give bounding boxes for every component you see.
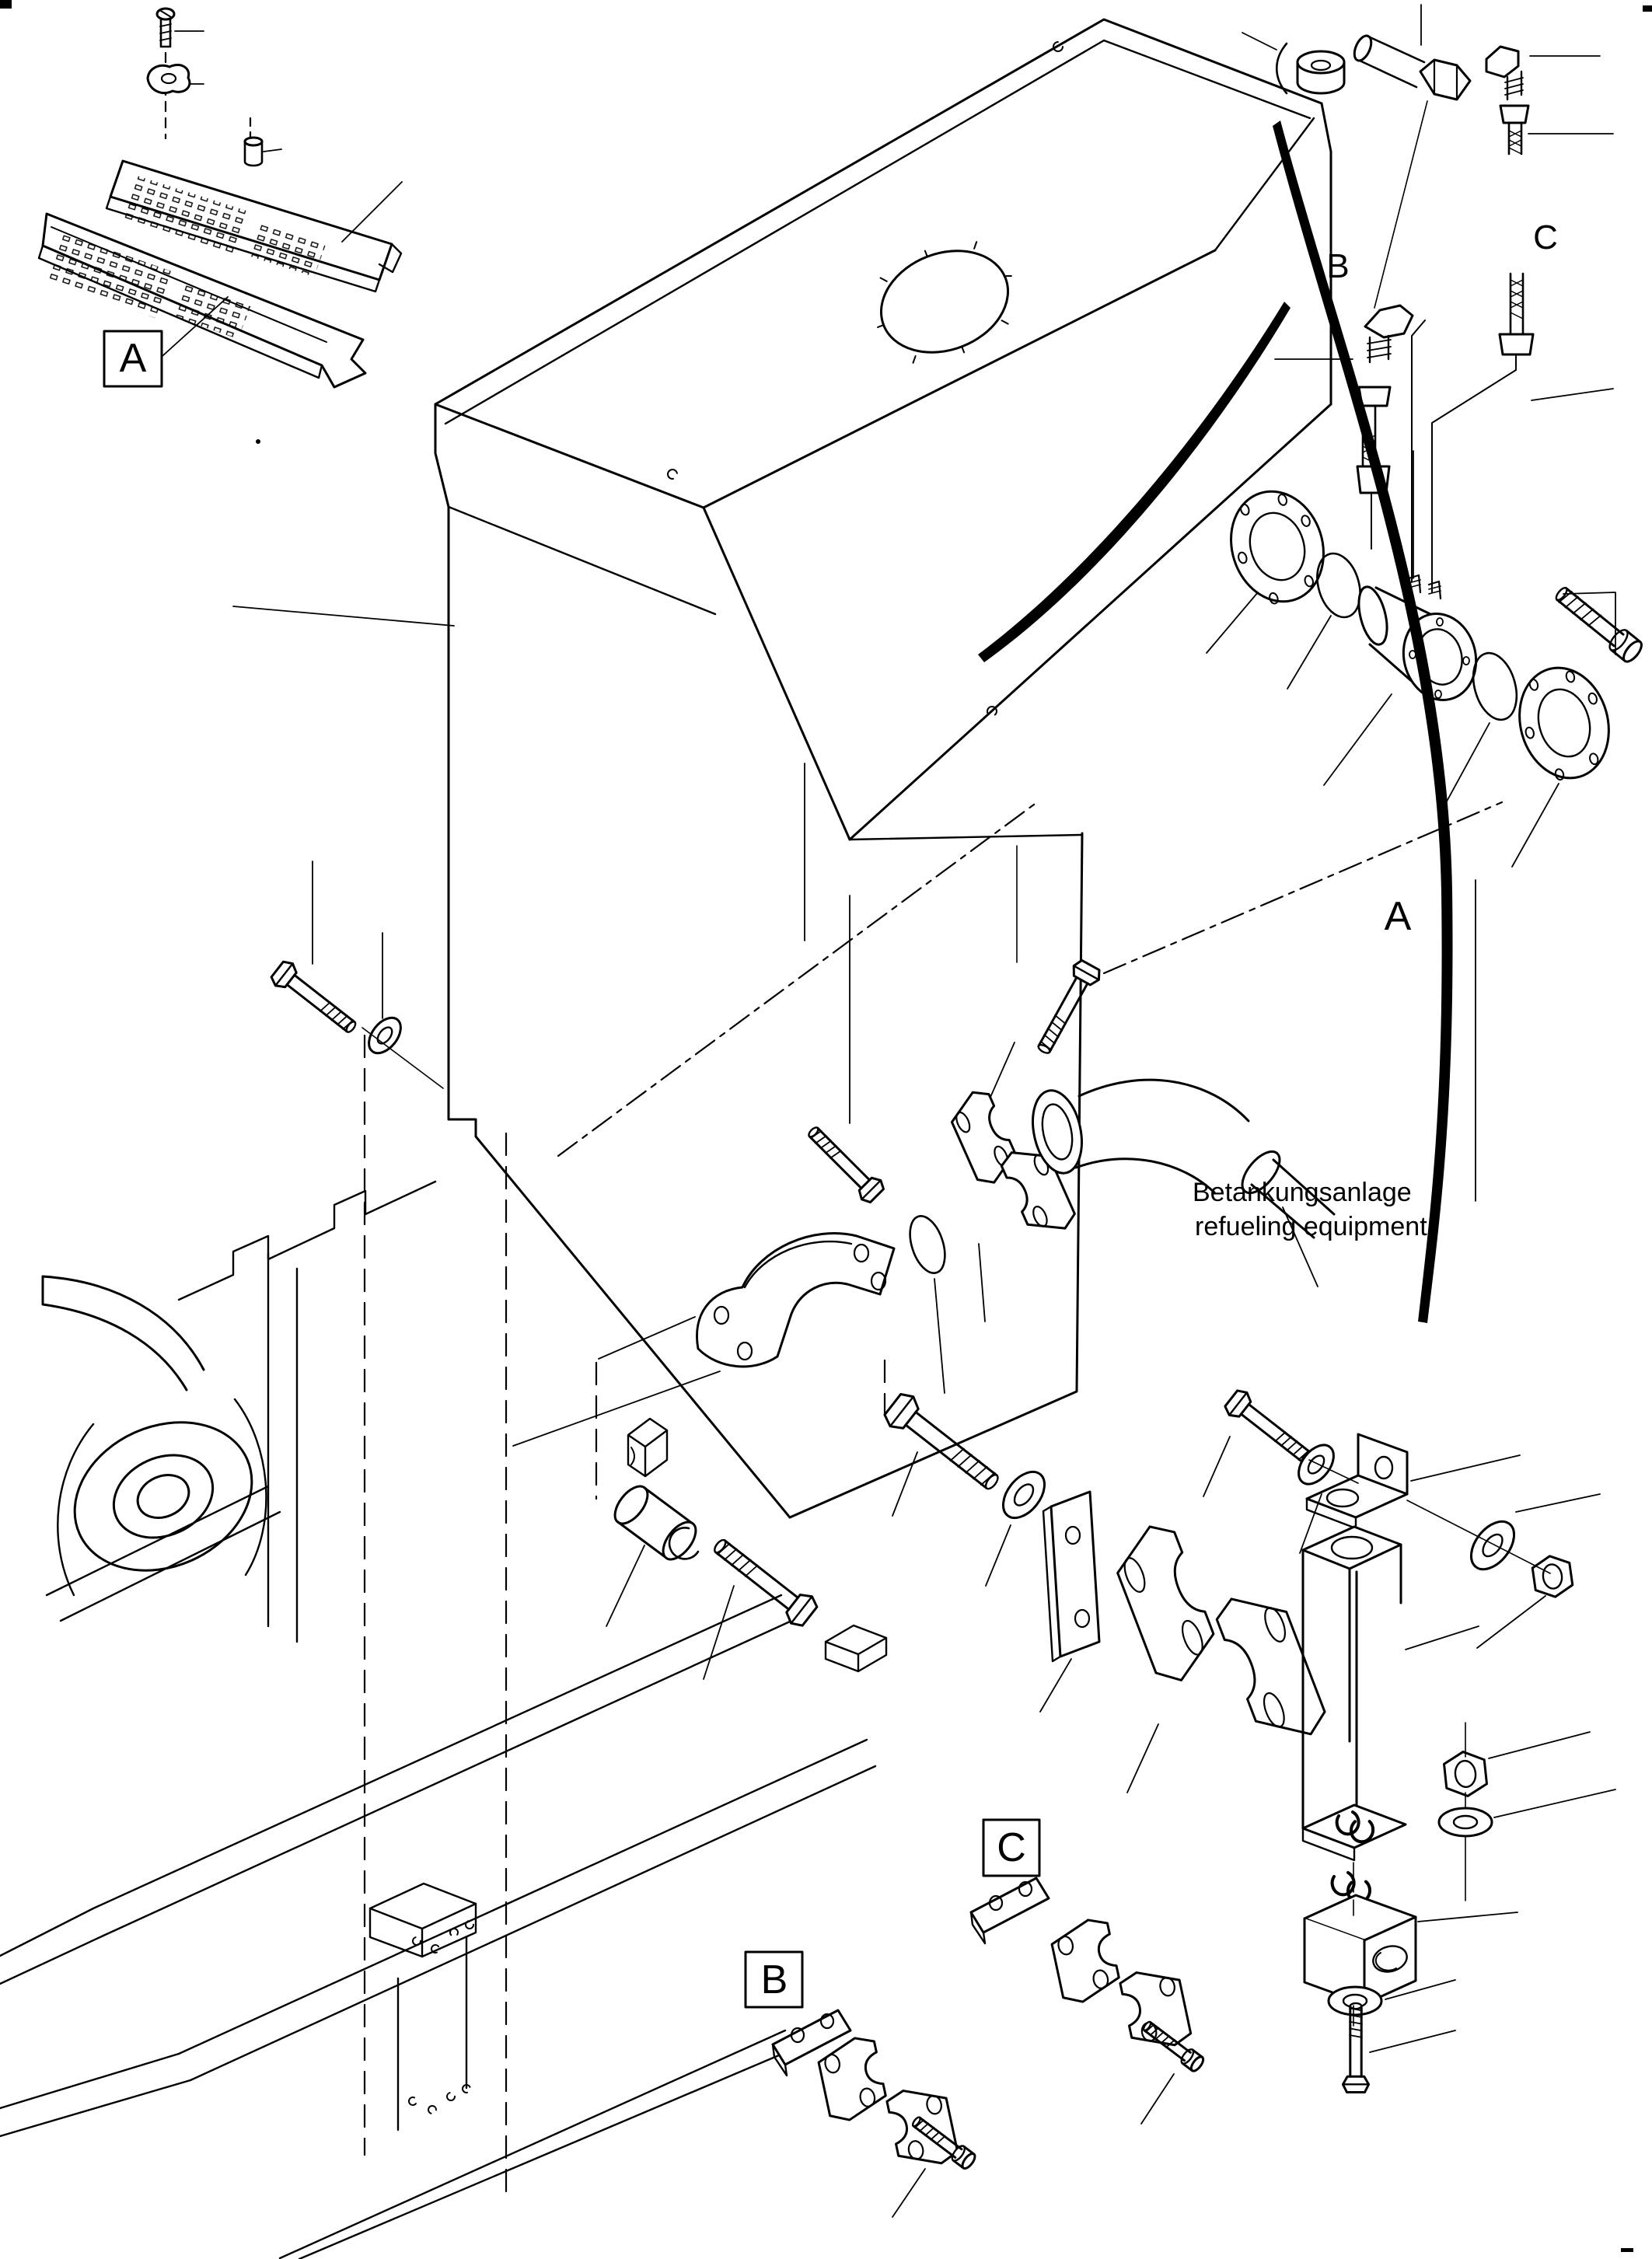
mount-block-1: [628, 1419, 667, 1476]
clamp-half-right: [1212, 1582, 1331, 1751]
rail-block: [370, 1884, 476, 1957]
routing-arc-right: [1273, 120, 1453, 1323]
mount-block-2: [826, 1625, 886, 1671]
slotted-screw: [157, 9, 174, 47]
annotation-refueling: [1193, 1178, 1427, 1241]
spacer-bushing: [609, 1481, 702, 1566]
annotation-line-de: Betankungsanlage: [1193, 1178, 1412, 1207]
spacer-sleeve: [245, 138, 262, 166]
cap-nut-leader: [1242, 33, 1277, 50]
washer-2: [1292, 1439, 1341, 1491]
hex-bolt: [707, 1531, 820, 1629]
frame-rails: [0, 1595, 875, 2259]
clip-nut: [148, 65, 190, 93]
clamp-half-b: [885, 2083, 959, 2172]
clamp-bolt-2-leader: [1203, 1437, 1230, 1496]
detail-label-b-text: B: [760, 1957, 788, 2002]
clamp-bolt-b-leader: [892, 2169, 925, 2217]
detail-b-group: [746, 1952, 977, 2217]
frame-notch-profile: [179, 1182, 435, 1300]
flange-left-leader: [1207, 592, 1258, 653]
axis-line: [362, 1028, 443, 1088]
spacer-leader: [606, 1545, 644, 1626]
hex-bolt-vertical-leader: [1370, 2030, 1455, 2052]
hex-bolt-vertical: [1343, 2003, 1368, 2092]
clamp-half-b: [816, 2034, 889, 2124]
channel-bracket-assembly: [1303, 1527, 1615, 2092]
o-ring-small: [903, 1212, 952, 1278]
detail-label-a-box: [104, 331, 162, 386]
clamp-bolt-c-leader: [1141, 2074, 1174, 2124]
cover-plate: [1043, 1492, 1099, 1661]
clamp-bolt-1-leader: [892, 1452, 917, 1516]
dot-mark: [256, 439, 260, 444]
hose-c-lower: [1500, 274, 1533, 354]
tank-callout-leader: [233, 606, 454, 626]
spacer-bolt-assembly: [606, 1419, 886, 1679]
o-ring-1-leader: [1287, 616, 1331, 689]
washer-3-leader: [1516, 1494, 1600, 1512]
elbow-fitting-b: [1365, 306, 1413, 362]
flange-right: [1507, 657, 1621, 788]
clamp-half-c: [1049, 1916, 1123, 2006]
plate-upper-leader: [342, 182, 402, 242]
clamp-plate-c: [971, 1878, 1049, 1943]
o-ring-2-leader: [1443, 723, 1490, 808]
hose-b-label: B: [1326, 247, 1350, 285]
straight-fitting: [1351, 33, 1424, 87]
hex-nut-1-leader: [1477, 1596, 1545, 1648]
washer-1-leader: [986, 1525, 1011, 1586]
flange-right-leader: [1512, 784, 1559, 867]
fender-curve: [43, 1276, 204, 1390]
washer-4-leader: [1494, 1789, 1615, 1817]
hex-bolt: [269, 958, 362, 1040]
pipe-clamp-leader: [979, 1244, 985, 1322]
elbow-flange-assembly: [513, 846, 1334, 1446]
elbow-bolt-upper: [1030, 958, 1103, 1059]
elbow-flange-leader-2: [513, 1371, 720, 1446]
hex-nut-2-leader: [1489, 1732, 1590, 1758]
hose-c-routing: [1432, 356, 1516, 592]
tank-mount-bolt-left: [269, 861, 443, 1088]
hose-c-upper: [1500, 106, 1528, 154]
channel-leader: [1406, 1626, 1479, 1650]
step-plate-assembly: [39, 9, 402, 387]
section-view-label: A: [1384, 894, 1412, 939]
spacer-leader: [264, 149, 281, 152]
hose-c-label: C: [1533, 218, 1558, 257]
valve-leader: [1324, 694, 1392, 785]
elbow-flange-leader-1: [599, 1317, 695, 1359]
cap-nut: [1277, 44, 1344, 93]
pipe-clamp-cluster: [881, 1388, 1600, 1793]
annotation-line-en: refueling equipment: [1195, 1212, 1427, 1241]
section-plane: [558, 763, 1502, 1201]
flange-bolt-long: [1551, 582, 1644, 665]
cover-plate-leader: [1040, 1659, 1071, 1712]
union-axis: [1374, 101, 1427, 308]
angle-block-leader: [1418, 1912, 1518, 1922]
angle-bracket-leader: [1411, 1455, 1520, 1481]
washer-5: [1329, 1987, 1381, 2015]
detail-c-group: [971, 1820, 1206, 2124]
o-ring-small-leader: [934, 1279, 945, 1393]
wheel-hub: [51, 1395, 276, 1597]
union-block: [1420, 60, 1470, 100]
hex-nut-1: [1532, 1554, 1574, 1600]
washer-3: [1462, 1514, 1522, 1577]
elbow-bolt-left: [802, 1121, 887, 1206]
clamp-half-left: [1106, 1519, 1225, 1688]
clamp-leader: [1127, 1724, 1158, 1793]
clamp-bolt-1: [881, 1390, 1006, 1500]
washer-4: [1439, 1808, 1492, 1836]
rail-hole-marks: [407, 1921, 473, 2114]
elbow-fitting-c: [1486, 47, 1523, 100]
elbow-flange-fitting: [697, 1234, 894, 1367]
bolt-leader: [704, 1586, 734, 1679]
detail-label-a-text: A: [119, 336, 147, 381]
detail-label-c-text: C: [997, 1825, 1026, 1870]
vehicle-frame: [0, 1035, 885, 2259]
washer: [362, 1012, 407, 1060]
hose-c-lower-leader: [1532, 389, 1613, 400]
hole-mark: [667, 469, 678, 480]
